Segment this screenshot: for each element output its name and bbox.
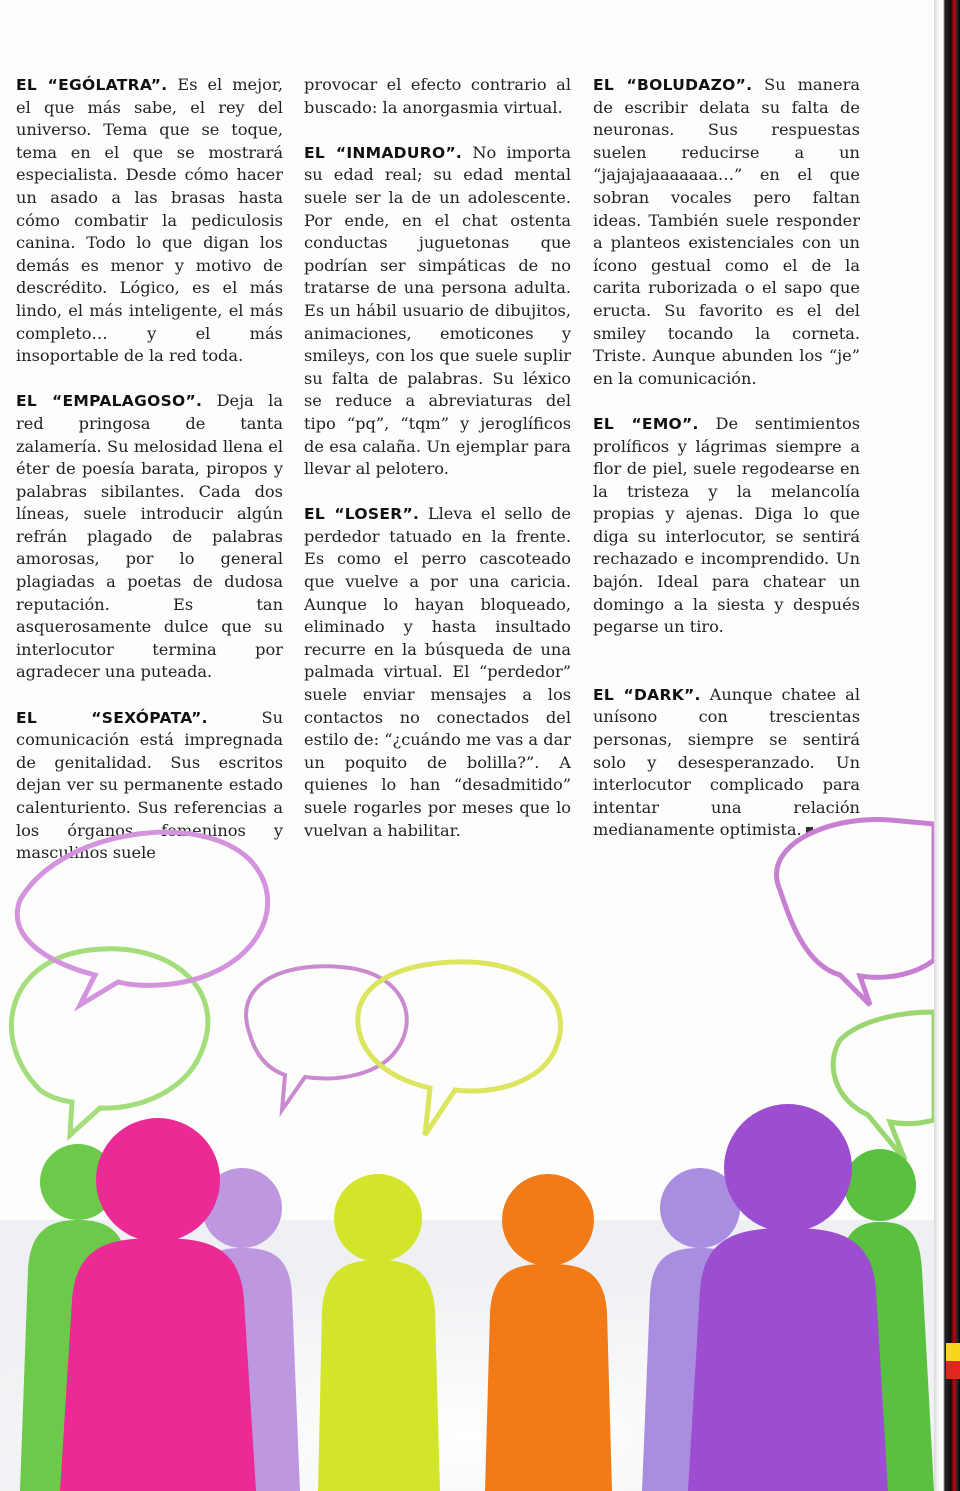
entry-body: Aunque chatee al unísono con trescientas personas, siempre se sentirá solo y desesperanzado. Un interlocutor complicado para intentar una relación medianamente optimista. xyxy=(593,684,860,840)
entry-body: provocar el efecto contrario al buscado: la anorgasmia virtual. xyxy=(304,75,571,117)
entry-inmaduro xyxy=(304,142,571,481)
entry-body: Deja la red pringosa de tanta zalamería. Su melosidad llena el éter de poesía barata, piropos y palabras sibilantes. Cada dos líneas, suele introducir algún refrán plagado de palabras amorosas, por lo general plagiadas a poetas de dudosa reputación. Es tan asquerosamente dulce que su interlocutor termina por agradecer una puteada. xyxy=(16,391,283,682)
entry-body: No importa su edad real; su edad mental suele ser la de un adolescente. Por ende, en el chat ostenta conductas juguetonas que podrían ser simpáticas de no tratarse de una persona adulta. Es un hábil usuario de dibujitos, animaciones, emoticones y smileys, con los que suele suplir su falta de palabras. Su léxico se reduce a abreviaturas del tipo “pq”, “tqm” y jeroglíficos de esa calaña. Un ejemplar para llevar al pelotero. xyxy=(304,142,571,479)
spine-color-tab-yellow xyxy=(946,1343,960,1361)
entry-body: Su comunicación está impregnada de genitalidad. Sus escritos dejan ver su permanente estado calenturiento. Sus referencias a los órganos femeninos y masculinos suele xyxy=(16,707,283,863)
speech-bubble-yellow xyxy=(358,962,561,1135)
entry-body: Su manera de escribir delata su falta de neuronas. Sus respuestas suelen reducirse a un “jajajajaaaaaaa…” en el que sobran vocales pero faltan ideas. También suele responder a planteos existenciales con un ícono gestual como el de la carita ruborizada o el sapo que eructa. Su favorito es el del smiley tocando la corneta. Triste. Aunque abunden los “je” en la comunicación. xyxy=(593,75,860,388)
entry-body: Es el mejor, el que más sabe, el rey del universo. Tema que se toque, tema en el que se mostrará especialista. Desde cómo hacer un asado a las brasas hasta cómo combatir la pediculosis canina. Todo lo que digan los demás es menor y motivo de descrédito. Lógico, es el más lindo, el más inteligente, el más completo… y el más insoportable de la red toda. xyxy=(16,75,283,366)
entry-heading: EL “BOLUDAZO”. xyxy=(593,76,753,94)
entry-boludazo xyxy=(593,74,860,390)
entry-continuation xyxy=(304,74,571,119)
entry-heading: EL “LOSER”. xyxy=(304,505,420,524)
entry-heading: EL “EMPALAGOSO”. xyxy=(16,392,203,411)
speech-bubble-lilac xyxy=(246,966,407,1110)
speech-bubble-purple-right xyxy=(777,819,934,1005)
text-column-1 xyxy=(16,74,283,887)
entry-heading: EL “EGÓLATRA”. xyxy=(16,76,168,94)
entry-heading: EL “INMADURO”. xyxy=(304,143,463,162)
speech-bubble-purple-left xyxy=(17,832,267,1005)
figure-yellow xyxy=(318,1174,440,1491)
speech-bubble-green-left xyxy=(11,949,207,1135)
figure-orange xyxy=(485,1174,612,1491)
entry-empalagoso xyxy=(16,390,283,684)
entry-heading: EL “SEXÓPATA”. xyxy=(16,708,208,727)
text-column-3 xyxy=(593,74,860,865)
entry-body: De sentimientos prolíficos y lágrimas siempre a flor de piel, suele regodearse en la tristeza y la melancolía propias y ajenas. Diga lo que diga su interlocutor, se sentirá rechazado e incomprendido. Un bajón. Ideal para chatear un domingo a la siesta y después pegarse un tiro. xyxy=(593,413,860,637)
entry-heading: EL “EMO”. xyxy=(593,414,699,433)
text-column-2 xyxy=(304,74,571,865)
chat-people-illustration xyxy=(0,790,934,1491)
entry-heading: EL “DARK”. xyxy=(593,685,701,704)
entry-emo xyxy=(593,413,860,639)
speech-bubble-green-right xyxy=(833,1012,934,1160)
spine-color-tab-red xyxy=(946,1361,960,1379)
entry-body: Lleva el sello de perdedor tatuado en la frente. Es como el perro cascoteado que vuelve a por una caricia. Aunque lo hayan bloqueado, eliminado y hasta insultado recurre en la búsqueda de una palmada virtual. El “perdedor” suele enviar mensajes a los contactos no conectados del estilo de: “¿cuándo me vas a dar un poquito de bolilla?”. A quienes lo han “desadmitido” suele rogarles por meses que lo vuelvan a habilitar. xyxy=(304,504,571,840)
entry-egolatra xyxy=(16,74,283,368)
page-spine-edge xyxy=(934,0,960,1491)
